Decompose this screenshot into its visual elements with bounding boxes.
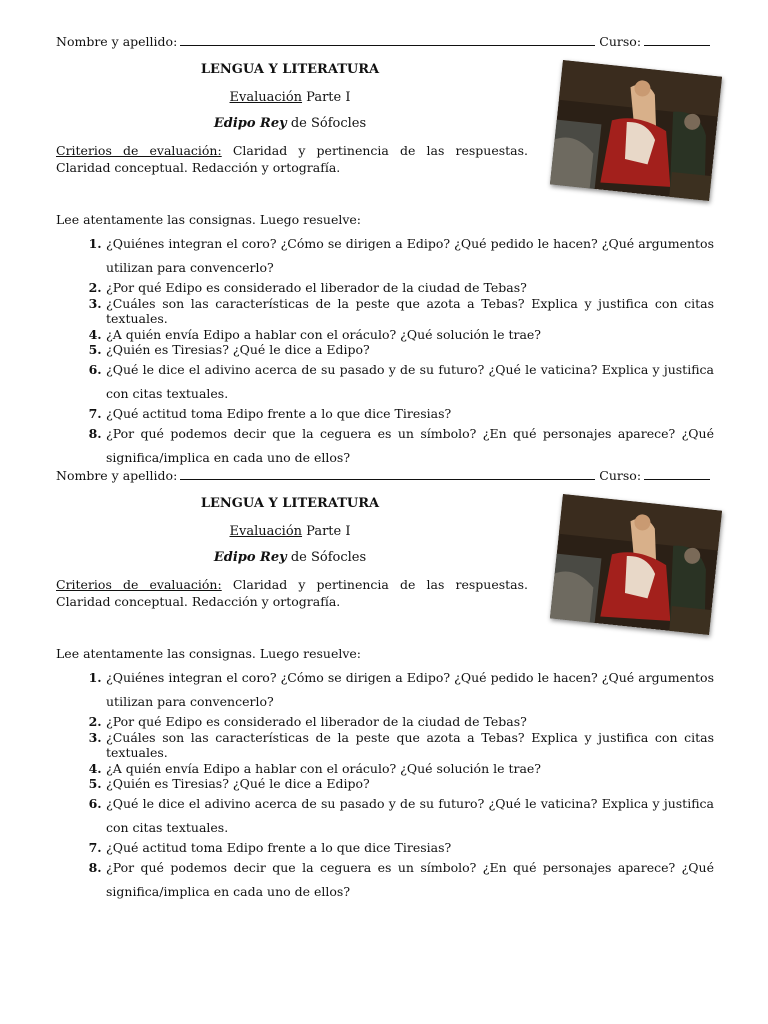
evaluation-sheet-bottom xyxy=(0,464,768,899)
question-item: 1. ¿Quiénes integran el coro? ¿Cómo se dirigen a Edipo? ¿Qué pedido le hacen? ¿Qué argumentos utilizan para convencerlo? xyxy=(106,666,714,714)
evaluation-title xyxy=(130,524,450,539)
question-item: 4. ¿A quién envía Edipo a hablar con el oráculo? ¿Qué solución le trae? xyxy=(106,761,714,777)
evaluation-word: Evaluación xyxy=(229,524,303,539)
work-name: Edipo Rey xyxy=(213,550,287,565)
student-info-line xyxy=(56,34,706,49)
course-blank xyxy=(644,469,710,480)
question-item: 2. ¿Por qué Edipo es considerado el liberador de la ciudad de Tebas? xyxy=(106,280,714,296)
evaluation-criteria xyxy=(56,576,528,610)
criteria-text: Claridad y pertinencia de las respuestas. Claridad conceptual. Redacción y ortografía. xyxy=(56,143,528,175)
question-item: 5. ¿Quién es Tiresias? ¿Qué le dice a Edipo? xyxy=(106,776,714,792)
work-title xyxy=(130,550,450,565)
evaluation-title xyxy=(130,90,450,105)
question-item: 5. ¿Quién es Tiresias? ¿Qué le dice a Edipo? xyxy=(106,342,714,358)
work-author: de Sófocles xyxy=(286,550,367,565)
questions-list xyxy=(56,670,714,904)
question-item: 2. ¿Por qué Edipo es considerado el liberador de la ciudad de Tebas? xyxy=(106,714,714,730)
evaluation-part: Parte I xyxy=(302,524,351,539)
question-item: 6. ¿Qué le dice el adivino acerca de su pasado y de su futuro? ¿Qué le vaticina? Explica y justifica con citas textuales. xyxy=(106,792,714,840)
criteria-label: Criterios de evaluación: xyxy=(56,143,222,158)
question-item: 8. ¿Por qué podemos decir que la ceguera es un símbolo? ¿En qué personajes aparece? ¿Qué significa/implica en cada uno de ellos? xyxy=(106,856,714,904)
oedipus-painting-icon xyxy=(550,60,722,201)
student-info-line xyxy=(56,468,706,483)
course-label: Curso: xyxy=(599,34,642,49)
work-author: de Sófocles xyxy=(286,116,367,131)
work-name: Edipo Rey xyxy=(213,116,287,131)
course-label: Curso: xyxy=(599,468,642,483)
question-item: 7. ¿Qué actitud toma Edipo frente a lo que dice Tiresias? xyxy=(106,840,714,856)
name-label: Nombre y apellido: xyxy=(56,34,178,49)
criteria-label: Criterios de evaluación: xyxy=(56,577,222,592)
subject-title: LENGUA Y LITERATURA xyxy=(200,496,380,511)
course-blank xyxy=(644,35,710,46)
question-item: 3. ¿Cuáles son las características de la peste que azota a Tebas? Explica y justifica con citas textuales. xyxy=(106,296,714,327)
question-item: 4. ¿A quién envía Edipo a hablar con el oráculo? ¿Qué solución le trae? xyxy=(106,327,714,343)
question-item: 3. ¿Cuáles son las características de la peste que azota a Tebas? Explica y justifica con citas textuales. xyxy=(106,730,714,761)
evaluation-word: Evaluación xyxy=(229,90,303,105)
instructions-text: Lee atentamente las consignas. Luego resuelve: xyxy=(56,212,362,227)
questions-list xyxy=(56,236,714,470)
name-blank xyxy=(180,469,595,480)
criteria-text: Claridad y pertinencia de las respuestas. Claridad conceptual. Redacción y ortografía. xyxy=(56,577,528,609)
evaluation-sheet-top xyxy=(0,30,768,465)
work-title xyxy=(130,116,450,131)
subject-title: LENGUA Y LITERATURA xyxy=(200,62,380,77)
question-item: 1. ¿Quiénes integran el coro? ¿Cómo se dirigen a Edipo? ¿Qué pedido le hacen? ¿Qué argumentos utilizan para convencerlo? xyxy=(106,232,714,280)
name-label: Nombre y apellido: xyxy=(56,468,178,483)
question-item: 6. ¿Qué le dice el adivino acerca de su pasado y de su futuro? ¿Qué le vaticina? Explica y justifica con citas textuales. xyxy=(106,358,714,406)
name-blank xyxy=(180,35,595,46)
oedipus-painting-icon xyxy=(550,494,722,635)
evaluation-criteria xyxy=(56,142,528,176)
question-item: 8. ¿Por qué podemos decir que la ceguera es un símbolo? ¿En qué personajes aparece? ¿Qué significa/implica en cada uno de ellos? xyxy=(106,422,714,470)
instructions-text: Lee atentamente las consignas. Luego resuelve: xyxy=(56,646,362,661)
question-item: 7. ¿Qué actitud toma Edipo frente a lo que dice Tiresias? xyxy=(106,406,714,422)
evaluation-part: Parte I xyxy=(302,90,351,105)
